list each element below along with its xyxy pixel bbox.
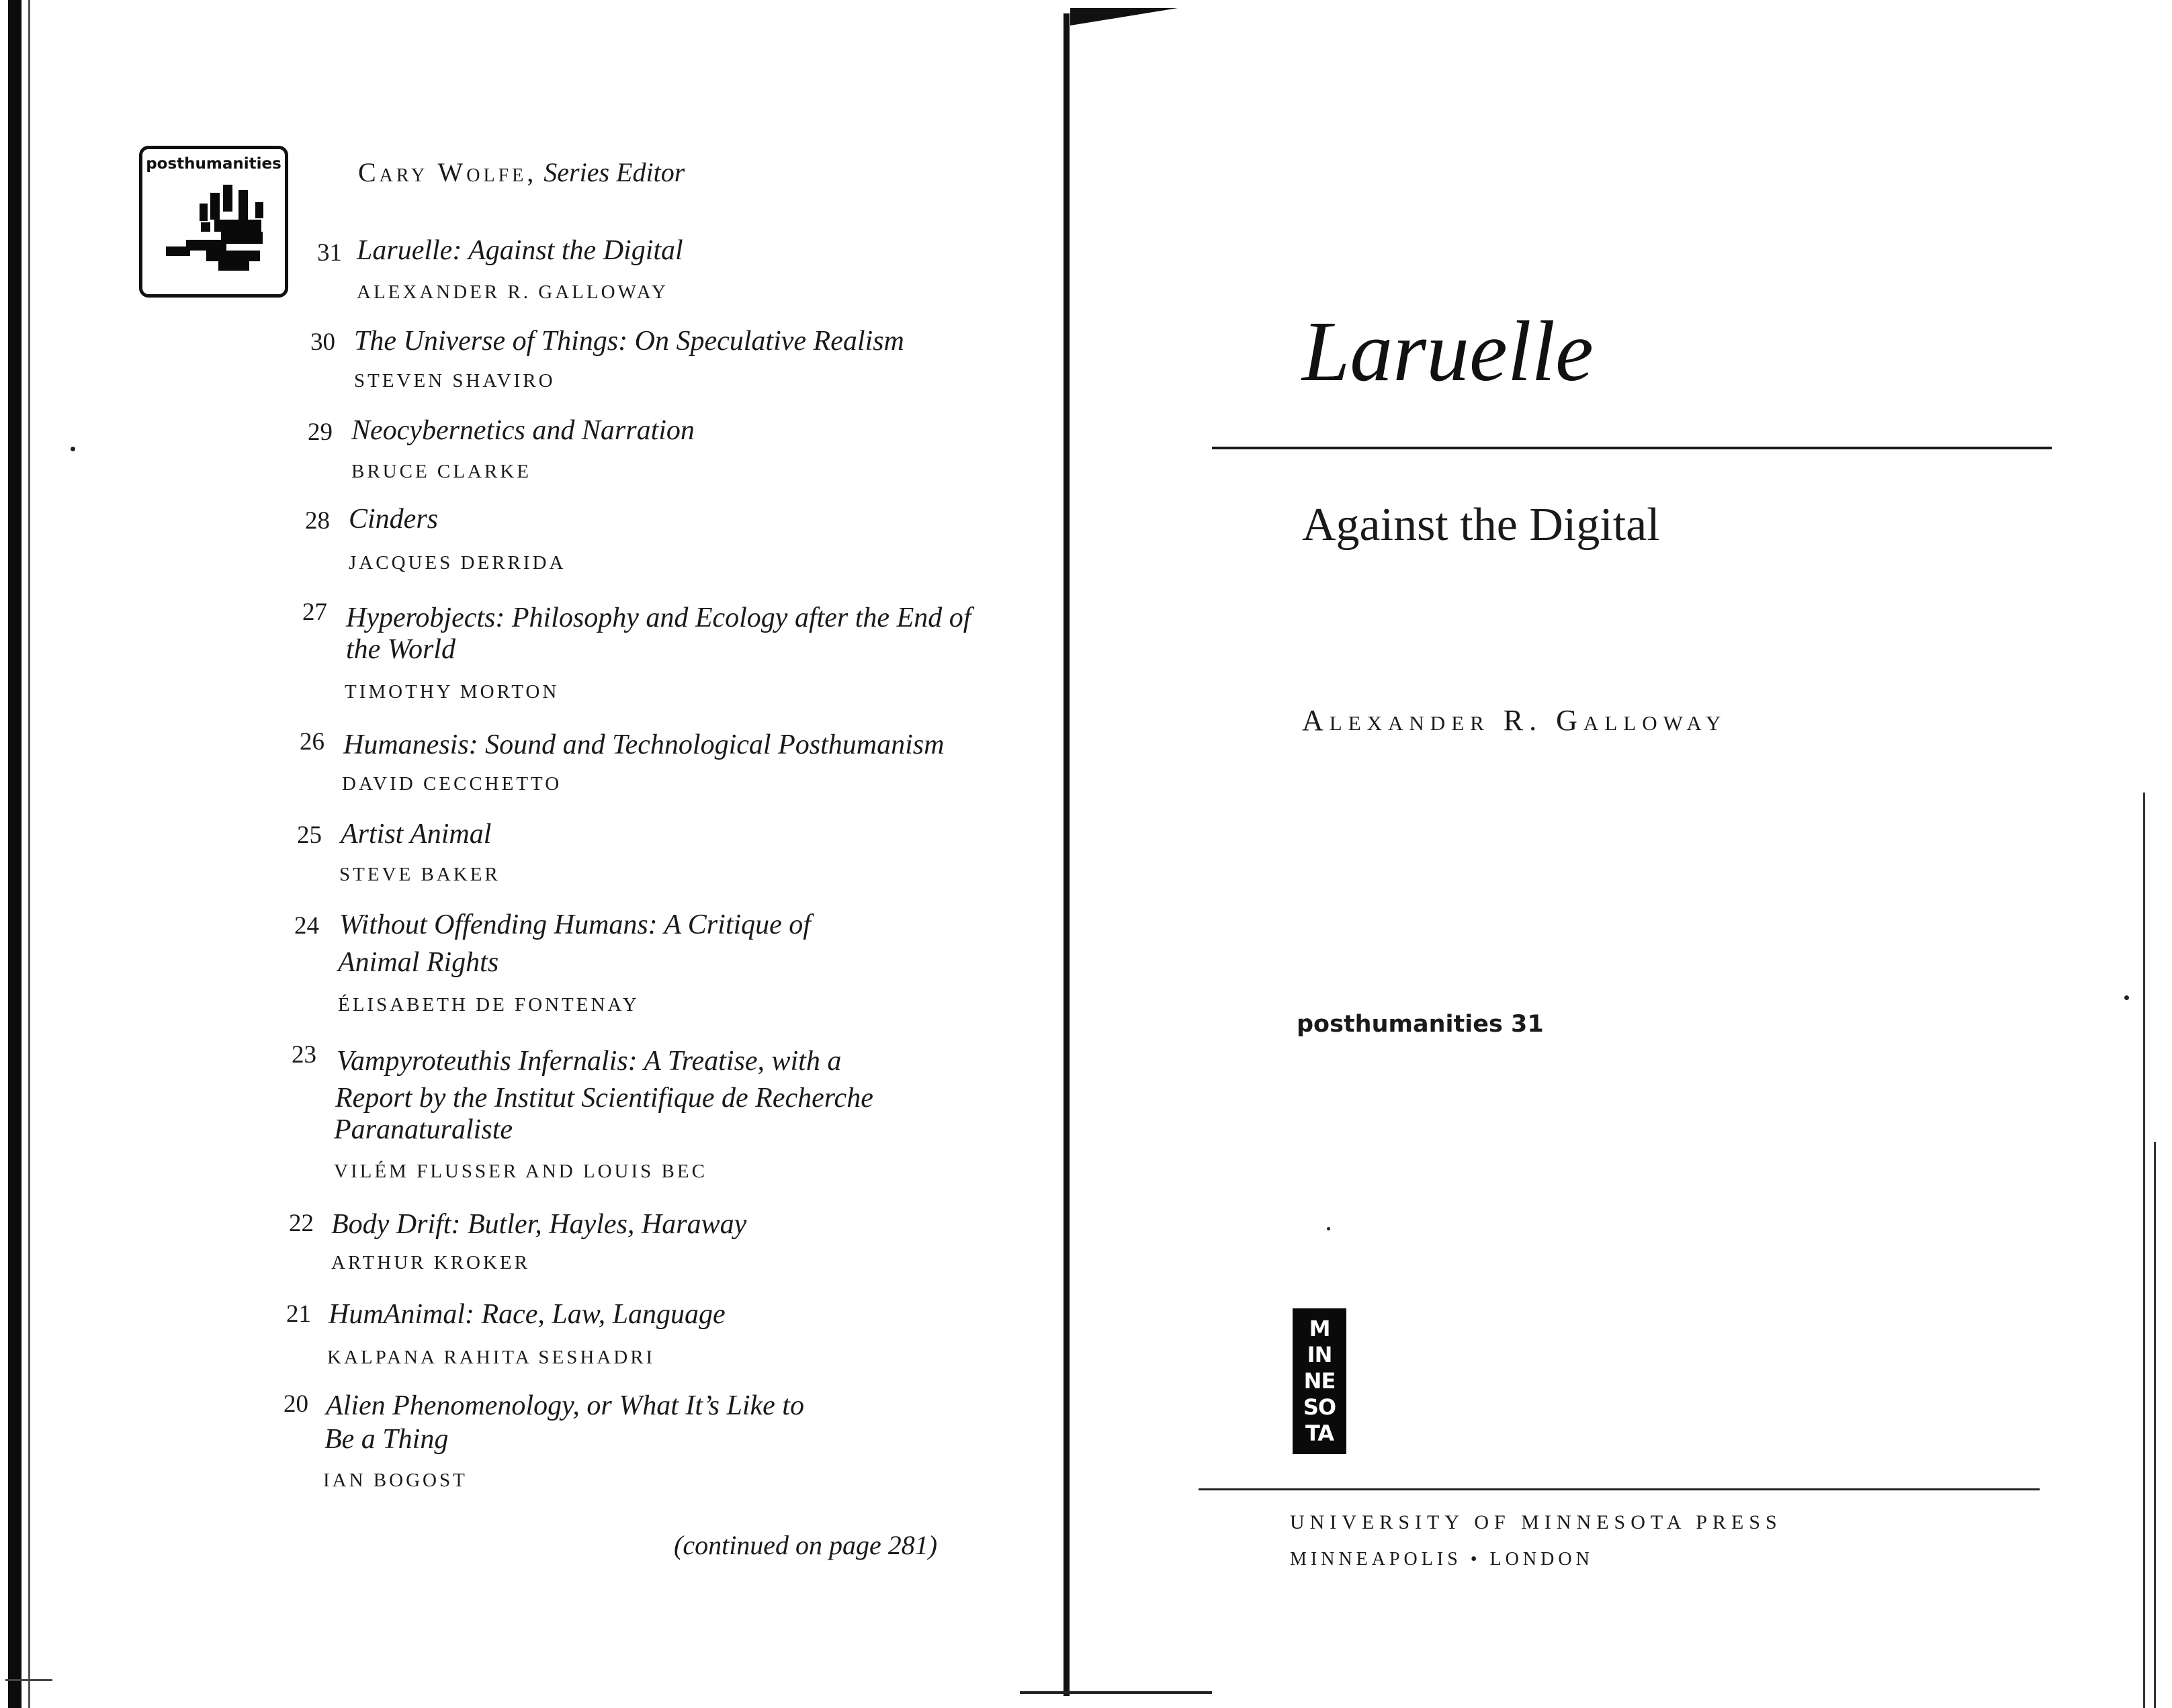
book-author-name: Alexander R. Galloway (1302, 704, 1727, 737)
book-title: Alien Phenomenology, or What It’s Like to (326, 1390, 804, 1421)
book-number: 27 (302, 598, 327, 626)
book-number: 21 (286, 1300, 311, 1328)
publisher-name: UNIVERSITY OF MINNESOTA PRESS (1290, 1511, 1782, 1533)
book-gutter (1063, 13, 1070, 1696)
minnesota-press-logo (1293, 1308, 1346, 1454)
book-number: 31 (317, 239, 342, 267)
book-author: IAN BOGOST (323, 1470, 468, 1491)
book-author: TIMOTHY MORTON (345, 681, 560, 703)
scan-speck (2124, 995, 2129, 1000)
scan-edge-line-right (2143, 793, 2145, 1708)
book-title: Be a Thing (324, 1424, 449, 1455)
book-author: VILÉM FLUSSER AND LOUIS BEC (334, 1161, 707, 1182)
scan-edge-line-right-outer (2154, 1142, 2156, 1708)
gutter-base-line (1020, 1691, 1212, 1694)
press-logo-text: TA (1305, 1421, 1334, 1446)
book-author: DAVID CECCHETTO (342, 773, 562, 795)
book-author: JACQUES DERRIDA (349, 552, 566, 574)
press-logo-text: IN (1307, 1342, 1332, 1367)
book-title: Body Drift: Butler, Hayles, Haraway (331, 1209, 747, 1240)
book-number: 25 (297, 821, 322, 849)
book-title: Neocybernetics and Narration (351, 415, 695, 446)
series-book-list (0, 0, 1048, 1708)
title-rule (1212, 447, 2052, 449)
scan-speck (1327, 1227, 1330, 1230)
press-logo-text: M (1309, 1316, 1330, 1341)
book-number: 28 (305, 507, 330, 535)
series-number-line: posthumanities 31 (1297, 1011, 1544, 1038)
series-editor-role: Series Editor (544, 157, 685, 187)
book-title: The Universe of Things: On Speculative Realism (354, 326, 904, 357)
continued-note: (continued on page 281) (674, 1530, 938, 1560)
book-number: 20 (284, 1390, 308, 1418)
book-number: 26 (300, 728, 324, 756)
book-title: the World (346, 634, 455, 665)
book-author: KALPANA RAHITA SESHADRI (327, 1347, 656, 1368)
book-title: Animal Rights (338, 947, 499, 978)
press-logo-text: NE (1303, 1368, 1336, 1394)
book-author: STEVE BAKER (339, 864, 501, 885)
book-author: ÉLISABETH DE FONTENAY (338, 994, 640, 1016)
book-author: ALEXANDER R. GALLOWAY (357, 281, 668, 303)
book-title: Cinders (349, 504, 439, 535)
book-number: 22 (289, 1210, 314, 1237)
book-number: 29 (308, 418, 333, 446)
book-title: Artist Animal (341, 819, 492, 850)
series-editor-name: Cary Wolfe, (358, 157, 537, 187)
publisher-rule (1199, 1488, 2040, 1490)
book-subtitle: Against the Digital (1302, 499, 1660, 551)
book-title: Paranaturaliste (334, 1114, 513, 1145)
press-logo-text: SO (1303, 1394, 1336, 1420)
series-logo-label: posthumanities (146, 155, 281, 173)
book-author: BRUCE CLARKE (351, 461, 531, 482)
book-title: Humanesis: Sound and Technological Posthumanism (343, 729, 945, 760)
book-title: Vampyroteuthis Infernalis: A Treatise, with a (337, 1046, 842, 1077)
book-author: STEVEN SHAVIRO (354, 370, 556, 392)
book-title: Hyperobjects: Philosophy and Ecology after the End of (346, 602, 971, 633)
book-author: ARTHUR KROKER (331, 1252, 530, 1273)
book-title: Laruelle: Against the Digital (357, 235, 683, 266)
publisher-place: MINNEAPOLIS • LONDON (1290, 1549, 1594, 1570)
book-number: 24 (294, 912, 319, 940)
book-number: 30 (310, 328, 335, 356)
book-title-heading: Laruelle (1302, 304, 1594, 399)
gutter-fold-mark (1070, 8, 1178, 26)
book-number: 23 (292, 1041, 316, 1069)
book-title: Without Offending Humans: A Critique of (339, 909, 811, 940)
book-title: HumAnimal: Race, Law, Language (329, 1299, 726, 1330)
book-title: Report by the Institut Scientifique de Recherche (335, 1083, 873, 1114)
